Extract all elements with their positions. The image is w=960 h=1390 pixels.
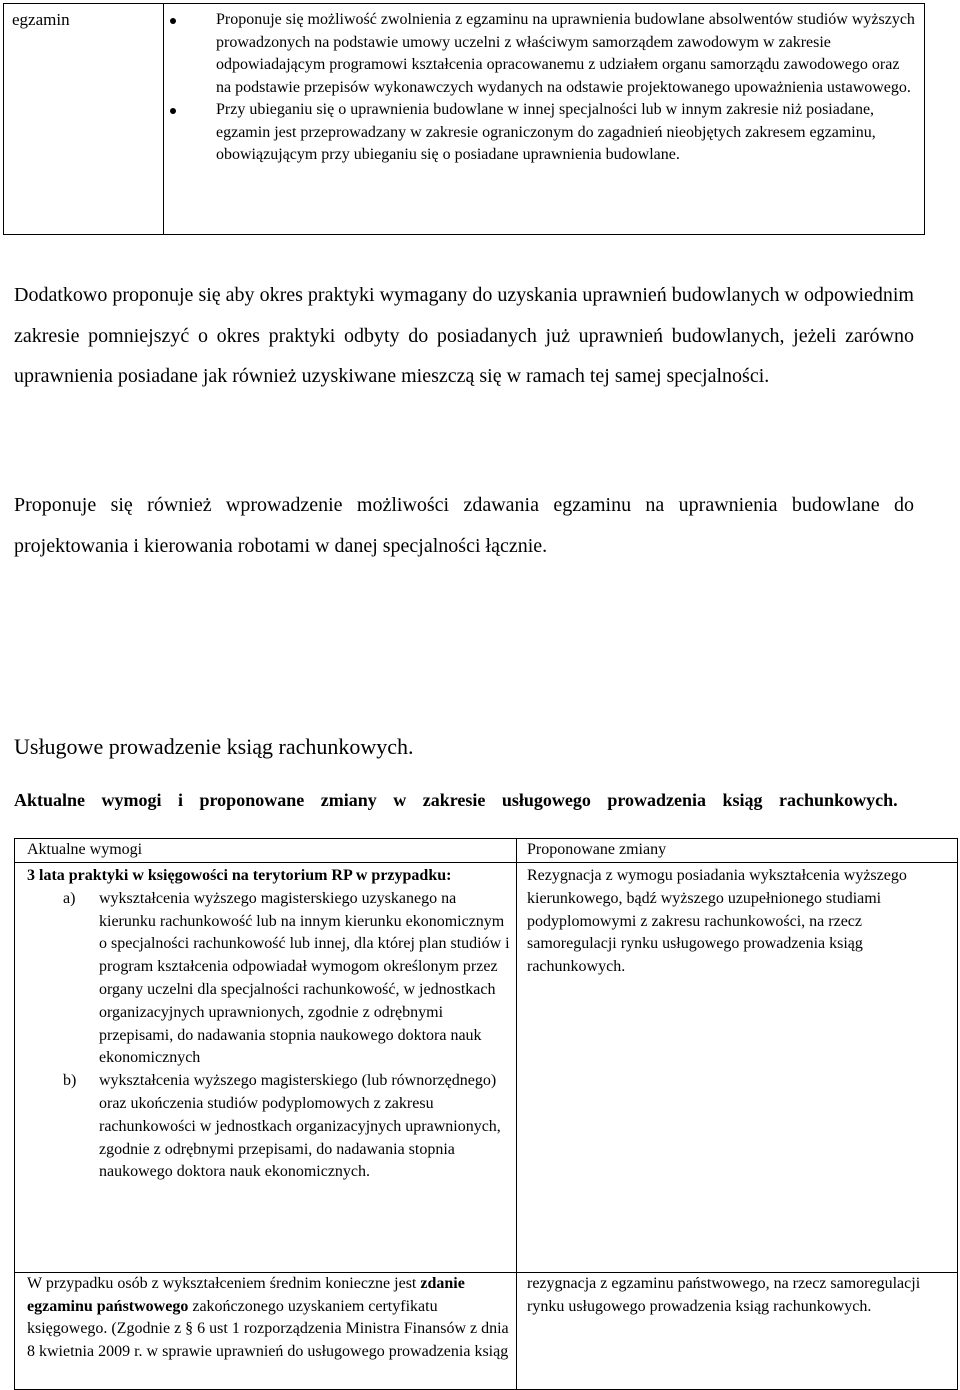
- row1-heading: 3 lata praktyki w księgowości na terytorium RP w przypadku:: [27, 867, 452, 884]
- exam-bullet-list: [164, 9, 916, 167]
- paragraph-joint-exam: Proponuje się również wprowadzenie możliwości zdawania egzaminu na uprawnienia budowlane do projektowania i kierowania robotami w danej specjalności łącznie.: [14, 494, 914, 557]
- row2-text-bold: zdanie egzaminu państwowego: [27, 1274, 465, 1315]
- list-marker: a): [63, 889, 76, 907]
- requirements-table-header-row: [15, 839, 958, 863]
- row1-current-cell: [15, 863, 517, 1273]
- exam-table: [3, 3, 925, 235]
- paragraph-practice-period: Dodatkowo proponuje się aby okres praktyki wymagany do uzyskania uprawnień budowlanych w odpowiednim zakresie pomniejszyć o okres praktyki odbyty do posiadanych już uprawnień budowlanych, jeżeli zarówno uprawnienia posiadane jak również uzyskiwane mieszczą się w ramach tej samej specjalności.: [14, 284, 914, 387]
- row1-proposed-text: Rezygnacja z wymogu posiadania wykształcenia wyższego kierunkowego, bądź wyższego uzupełnionego studiami podyplomowymi z zakresu rachunkowości, na rzecz samoregulacji rynku usługowego prowadzenia ksiąg rachunkowych.: [527, 867, 907, 976]
- row2-current-cell: [15, 1272, 517, 1389]
- exam-table-content: [164, 4, 924, 234]
- list-item: [27, 888, 512, 1070]
- row2-text-after: zakończonego uzyskaniem certyfikatu księgowego. (Zgodnie z § 6 ust 1 rozporządzenia Ministra Finansów z dnia 8 kwietnia 2009 r. w sprawie uprawnień do usługowego prowadzenia ksiąg: [27, 1297, 509, 1361]
- exam-table-label: egzamin: [4, 4, 164, 234]
- row2-text-before: W przypadku osób z wykształceniem średnim konieczne jest: [27, 1274, 421, 1292]
- list-marker: b): [63, 1072, 77, 1090]
- exam-bullet-item: Proponuje się możliwość zwolnienia z egzaminu na uprawnienia budowlane absolwentów studiów wyższych prowadzonych na podstawie umowy uczelni z właściwym samorządem zawodowym w zakresie odpowiadającym programowi kształcenia opracowanemu z udziałem organu samorządu zawodowego oraz na podstawie przepisów wykonawczych wydanych na odstawie projektowanego upoważnienia ustawowego.: [164, 9, 916, 99]
- table-row: [15, 1272, 958, 1389]
- row1-proposed-cell: [517, 863, 958, 1273]
- table-row: [15, 863, 958, 1273]
- section-title: Usługowe prowadzenie ksiąg rachunkowych.: [14, 734, 414, 759]
- list-item-text: wykształcenia wyższego magisterskiego (lub równorzędnego) oraz ukończenia studiów podyplomowych z zakresu rachunkowości w jednostkach organizacyjnych uprawnionych, zgodnie z odrębnymi przepisami, do nadawania stopnia naukowego doktora nauk ekonomicznych.: [99, 1072, 501, 1181]
- header-current-requirements: Aktualne wymogi: [15, 839, 517, 863]
- requirements-table: [14, 838, 958, 1390]
- row1-item-list: [27, 888, 512, 1184]
- section-subtitle: Aktualne wymogi i proponowane zmiany w zakresie usługowego prowadzenia ksiąg rachunkowych.: [14, 790, 898, 810]
- list-item-text: wykształcenia wyższego magisterskiego uzyskanego na kierunku rachunkowość lub na innym kierunku ekonomicznym o specjalności rachunkowość lub innej, dla której plan studiów i program kształcenia odpowiadał wymogom określonym przez organy uczelni dla specjalności rachunkowość, w jednostkach organizacyjnych uprawnionych, zgodnie z odrębnymi przepisami, do nadawania stopnia naukowego doktora nauk ekonomicznych: [99, 889, 510, 1067]
- header-proposed-changes: Proponowane zmiany: [517, 839, 958, 863]
- row2-proposed-text: rezygnacja z egzaminu państwowego, na rzecz samoregulacji rynku usługowego prowadzenia ksiąg rachunkowych.: [527, 1274, 921, 1315]
- list-item: [27, 1070, 512, 1184]
- exam-bullet-item: Przy ubieganiu się o uprawnienia budowlane w innej specjalności lub w innym zakresie niż posiadane, egzamin jest przeprowadzany w zakresie ograniczonym do zagadnień nieobjętych zakresem egzaminu, obowiązującym przy ubieganiu się o posiadane uprawnienia budowlane.: [164, 99, 916, 167]
- row2-proposed-cell: [517, 1272, 958, 1389]
